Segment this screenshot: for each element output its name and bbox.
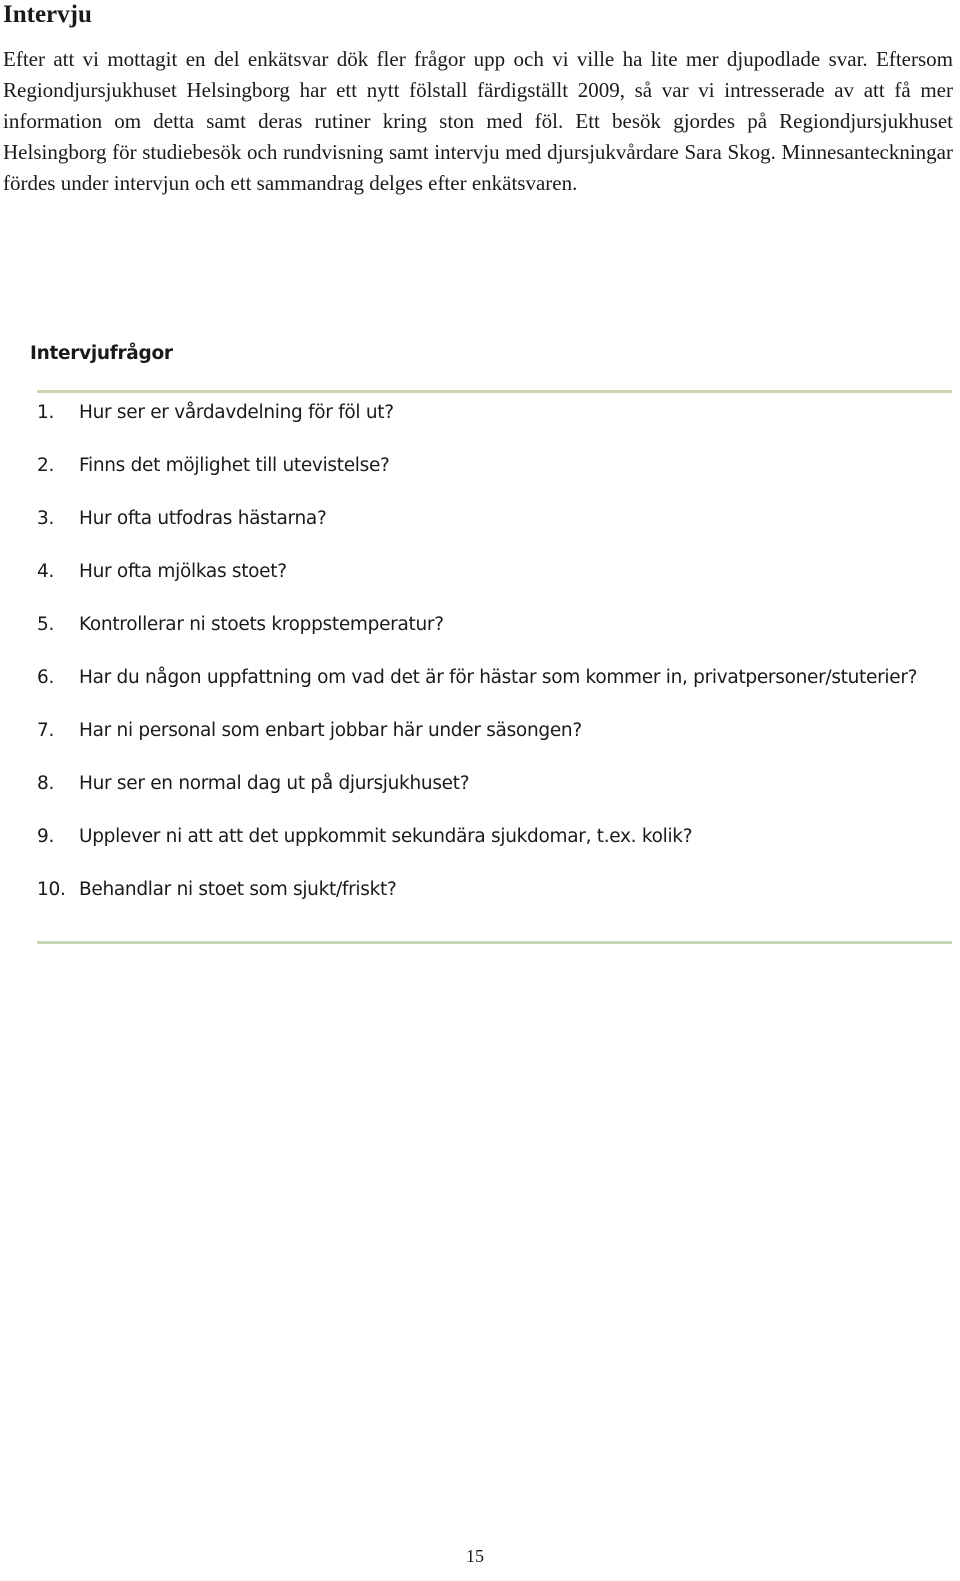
question-number: 3. (37, 508, 55, 529)
divider-bottom (37, 941, 952, 944)
question-number: 4. (37, 561, 55, 582)
page-title: Intervju (3, 1, 92, 28)
question-number: 2. (37, 455, 55, 476)
question-number: 8. (37, 773, 55, 794)
divider-top (37, 390, 952, 393)
question-number: 9. (37, 826, 55, 847)
list-item (37, 821, 950, 852)
questions-list (37, 397, 950, 927)
question-text: Hur ser en normal dag ut på djursjukhuset? (79, 773, 470, 794)
question-text: Upplever ni att att det uppkommit sekundära sjukdomar, t.ex. kolik? (79, 826, 693, 847)
question-text: Hur ser er vårdavdelning för föl ut? (79, 402, 394, 423)
question-text: Hur ofta mjölkas stoet? (79, 561, 287, 582)
intro-paragraph: Efter att vi mottagit en del enkätsvar dök fler frågor upp och vi ville ha lite mer djupodlade svar. Eftersom Regiondjursjukhuset Helsingborg har ett nytt fölstall färdigställt 2009, så var vi intresserade av att få mer information om detta samt deras rutiner kring ston med föl. Ett besök gjordes på Regiondjursjukhuset Helsingborg för studiebesök och rundvisning samt intervju med djursjukvårdare Sara Skog. Minnesanteckningar fördes under intervjun och ett sammandrag delges efter enkätsvaren. (3, 47, 953, 195)
list-item (37, 874, 950, 905)
question-text: Kontrollerar ni stoets kroppstemperatur? (79, 614, 444, 635)
question-number: 10. (37, 879, 66, 900)
question-number: 5. (37, 614, 55, 635)
question-text: Har ni personal som enbart jobbar här under säsongen? (79, 720, 582, 741)
list-item (37, 503, 950, 534)
question-number: 6. (37, 667, 55, 688)
question-text: Hur ofta utfodras hästarna? (79, 508, 327, 529)
list-item (37, 715, 950, 746)
question-text: Finns det möjlighet till utevistelse? (79, 455, 390, 476)
question-number: 7. (37, 720, 55, 741)
list-item (37, 556, 950, 587)
questions-heading: Intervjufrågor (30, 343, 173, 364)
list-item (37, 662, 950, 693)
question-text: Behandlar ni stoet som sjukt/friskt? (79, 879, 397, 900)
list-item (37, 768, 950, 799)
list-item (37, 450, 950, 481)
page-number: 15 (466, 1546, 484, 1566)
list-item (37, 609, 950, 640)
list-item (37, 397, 950, 428)
question-number: 1. (37, 402, 55, 423)
question-text: Har du någon uppfattning om vad det är för hästar som kommer in, privatpersoner/stuterier? (79, 667, 918, 688)
